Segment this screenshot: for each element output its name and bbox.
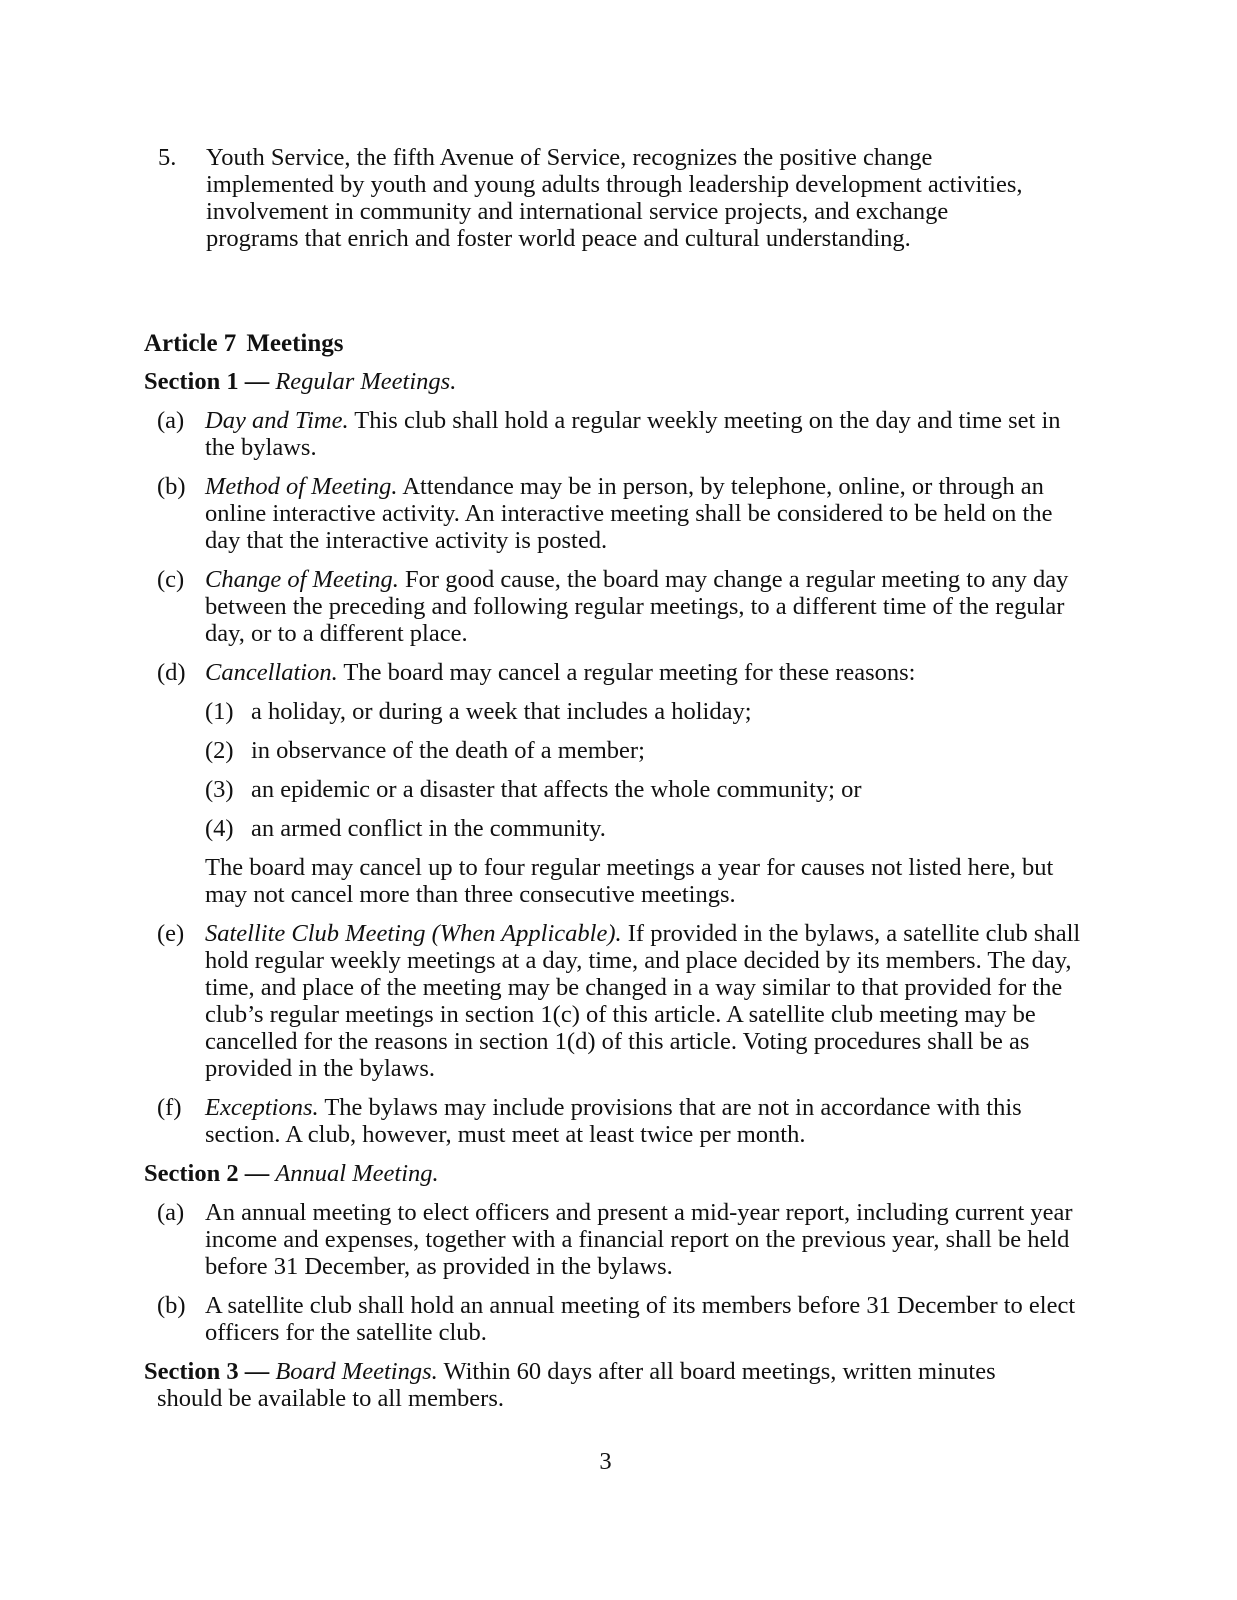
section-label: Section 1 — (144, 368, 270, 395)
clause-item (144, 566, 1084, 647)
clause-label: (d) (157, 659, 186, 686)
article-title: Meetings (246, 330, 344, 357)
clause-title: Exceptions. (205, 1094, 319, 1121)
clause-label: (e) (157, 920, 185, 947)
cancellation-reason (144, 737, 1084, 764)
clause-item (144, 659, 1084, 686)
reason-label: (2) (205, 737, 234, 764)
reason-text: a holiday, or during a week that includes a holiday; (251, 698, 752, 725)
page-number: 3 (599, 1448, 612, 1475)
clause-text: The board may cancel a regular meeting for these reasons: (343, 659, 916, 686)
avenue-of-service-item (158, 144, 1038, 252)
clause-text: This club shall hold a regular weekly meeting on the day and time set in the bylaws. (205, 407, 1061, 461)
clause-item (144, 1094, 1084, 1148)
cancellation-note: The board may cancel up to four regular meetings a year for causes not listed here, but may not cancel more than three consecutive meetings. (205, 854, 1054, 908)
section-title: Regular Meetings. (275, 368, 457, 395)
clause-text: Attendance may be in person, by telephone, online, or through an online interactive activity. An interactive meeting shall be considered to be held on the day that the interactive activity is posted. (205, 473, 1053, 554)
clause-text: The bylaws may include provisions that are not in accordance with this section. A club, however, must meet at least twice per month. (205, 1094, 1022, 1148)
cancellation-reason (144, 698, 1084, 725)
cancellation-reason (144, 776, 1084, 803)
section-title: Board Meetings. (275, 1358, 438, 1385)
clause-text: For good cause, the board may change a regular meeting to any day between the preceding and following regular meetings, to a different time of the regular day, or to a different place. (205, 566, 1069, 647)
clause-text: A satellite club shall hold an annual meeting of its members before 31 December to elect officers for the satellite club. (205, 1292, 1076, 1346)
section-title: Annual Meeting. (275, 1160, 439, 1187)
reason-label: (4) (205, 815, 234, 842)
section-3 (144, 1358, 1084, 1412)
reason-text: an armed conflict in the community. (251, 815, 606, 842)
section-label: Section 3 — (144, 1358, 270, 1385)
section-text-continued: should be available to all members. (157, 1385, 504, 1412)
cancellation-reason (144, 815, 1084, 842)
clause-item (144, 1199, 1084, 1280)
clause-item (144, 407, 1084, 461)
clause-title: Change of Meeting. (205, 566, 399, 593)
article-label: Article 7 (144, 330, 237, 357)
clause-text: If provided in the bylaws, a satellite club shall hold regular weekly meetings at a day, time, and place decided by its members. The day, time, and place of the meeting may be changed in a way similar to that provided for the club’s regular meetings in section 1(c) of this article. A satellite club meeting may be cancelled for the reasons in section 1(d) of this article. Voting procedures shall be as provided in the bylaws. (205, 920, 1081, 1082)
section-1-heading (144, 368, 1084, 395)
clause-text: An annual meeting to elect officers and present a mid-year report, including current year income and expenses, together with a financial report on the previous year, shall be held before 31 December, as provided in the bylaws. (205, 1199, 1073, 1280)
clause-label: (c) (157, 566, 185, 593)
reason-label: (3) (205, 776, 234, 803)
clause-item (144, 473, 1084, 554)
clause-label: (a) (157, 407, 185, 434)
clause-label: (b) (157, 1292, 186, 1319)
clause-label: (a) (157, 1199, 185, 1226)
clause-label: (b) (157, 473, 186, 500)
reason-text: in observance of the death of a member; (251, 737, 645, 764)
item-text: Youth Service, the fifth Avenue of Service, recognizes the positive change implemented by youth and young adults through leadership development activities, involvement in community and international service projects, and exchange programs that enrich and foster world peace and cultural understanding. (206, 144, 1023, 252)
section-2-heading (144, 1160, 1084, 1187)
clause-label: (f) (157, 1094, 182, 1121)
clause-title: Satellite Club Meeting (When Applicable). (205, 920, 622, 947)
reason-label: (1) (205, 698, 234, 725)
reason-text: an epidemic or a disaster that affects the whole community; or (251, 776, 862, 803)
item-number: 5. (158, 144, 177, 171)
clause-title: Cancellation. (205, 659, 338, 686)
clause-item (144, 920, 1084, 1082)
clause-title: Method of Meeting. (205, 473, 398, 500)
clause-item (144, 1292, 1084, 1346)
section-text: Within 60 days after all board meetings, written minutes (443, 1358, 996, 1385)
article-content (144, 368, 1084, 1424)
section-label: Section 2 — (144, 1160, 270, 1187)
clause-title: Day and Time. (205, 407, 349, 434)
article-heading (144, 330, 344, 357)
